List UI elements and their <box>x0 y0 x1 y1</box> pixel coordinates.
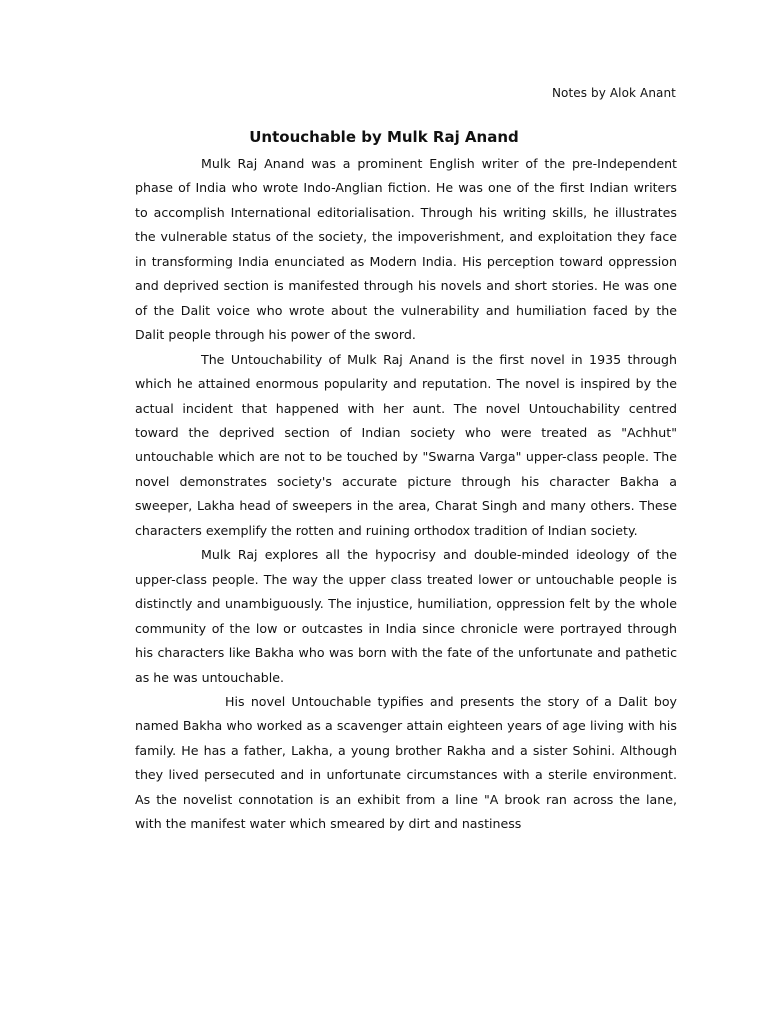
paragraph-2: The Untouchability of Mulk Raj Anand is the first novel in 1935 through which he attained enormous popularity and reputation. The novel is inspired by the actual incident that happened with her aunt. The novel Untouchability centred toward the deprived section of Indian society who were treated as "Achhut" untouchable which are not to be touched by "Swarna Varga" upper-class people. The novel demonstrates society's accurate picture through his character Bakha a sweeper, Lakha head of sweepers in the area, Charat Singh and many others. These characters exemplify the rotten and ruining orthodox tradition of Indian society. <box>135 351 677 538</box>
header-note: Notes by Alok Anant <box>551 86 676 100</box>
paragraph-4: His novel Untouchable typifies and presents the story of a Dalit boy named Bakha who worked as a scavenger attain eighteen years of age living with his family. He has a father, Lakha, a young brother Rakha and a sister Sohini. Although they lived persecuted and in unfortunate circumstances with a sterile environment. As the novelist connotation is an exhibit from a line "A brook ran across the lane, with the manifest water which smeared by dirt and nastiness <box>135 693 677 832</box>
document-body <box>135 152 677 837</box>
paragraph-1: Mulk Raj Anand was a prominent English writer of the pre-Independent phase of India who wrote Indo-Anglian fiction. He was one of the first Indian writers to accomplish International editorialisation. Through his writing skills, he illustrates the vulnerable status of the society, the impoverishment, and exploitation they face in transforming India enunciated as Modern India. His perception toward oppression and deprived section is manifested through his novels and short stories. He was one of the Dalit voice who wrote about the vulnerability and humiliation faced by the Dalit people through his power of the sword. <box>135 156 677 343</box>
document-title: Untouchable by Mulk Raj Anand <box>249 128 519 146</box>
paragraph-3: Mulk Raj explores all the hypocrisy and double-minded ideology of the upper-class people. The way the upper class treated lower or untouchable people is distinctly and unambiguously. The injustice, humiliation, oppression felt by the whole community of the low or outcastes in India since chronicle were portrayed through his characters like Bakha who was born with the fate of the unfortunate and pathetic as he was untouchable. <box>135 547 677 685</box>
